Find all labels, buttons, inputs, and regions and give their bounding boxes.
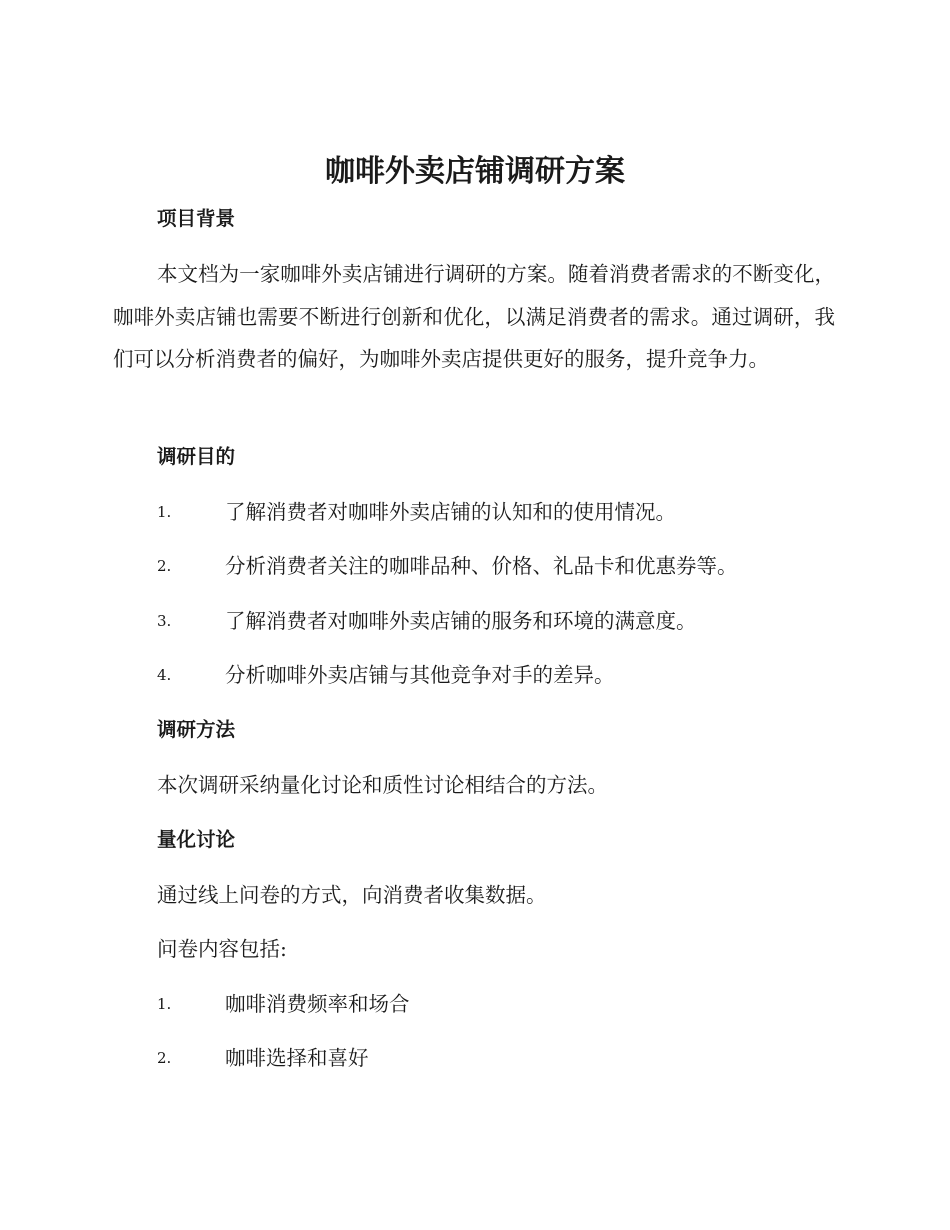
quantitative-text: 通过线上问卷的方式，向消费者收集数据。 — [157, 883, 547, 907]
section-heading-method: 调研方法 — [157, 718, 236, 741]
list-number: 1. — [157, 503, 172, 521]
document-title: 咖啡外卖店铺调研方案 — [325, 154, 625, 189]
section-heading-purpose: 调研目的 — [157, 445, 236, 468]
list-number: 3. — [157, 612, 172, 630]
list-number: 1. — [157, 995, 172, 1013]
questionnaire-intro: 问卷内容包括: — [157, 937, 287, 961]
background-paragraph: 本文档为一家咖啡外卖店铺进行调研的方案。随着消费者需求的不断变化，咖啡外卖店铺也需要不断进行创新和优化，以满足消费者的需求。通过调研，我们可以分析消费者的偏好，为咖啡外卖店提供更好的服务，提升竞争力。 — [113, 262, 835, 371]
list-text: 了解消费者对咖啡外卖店铺的认知和的使用情况。 — [225, 500, 676, 524]
list-text: 咖啡选择和喜好 — [225, 1046, 369, 1070]
method-text: 本次调研采纳量化讨论和质性讨论相结合的方法。 — [157, 773, 608, 797]
section-heading-background: 项目背景 — [157, 207, 236, 230]
list-text: 分析消费者关注的咖啡品种、价格、礼品卡和优惠券等。 — [225, 554, 738, 578]
section-heading-quantitative: 量化讨论 — [157, 828, 236, 851]
list-number: 4. — [157, 666, 172, 684]
list-number: 2. — [157, 557, 172, 575]
list-text: 分析咖啡外卖店铺与其他竞争对手的差异。 — [225, 663, 615, 687]
list-number: 2. — [157, 1049, 172, 1067]
list-text: 咖啡消费频率和场合 — [225, 992, 410, 1016]
list-text: 了解消费者对咖啡外卖店铺的服务和环境的满意度。 — [225, 609, 697, 633]
